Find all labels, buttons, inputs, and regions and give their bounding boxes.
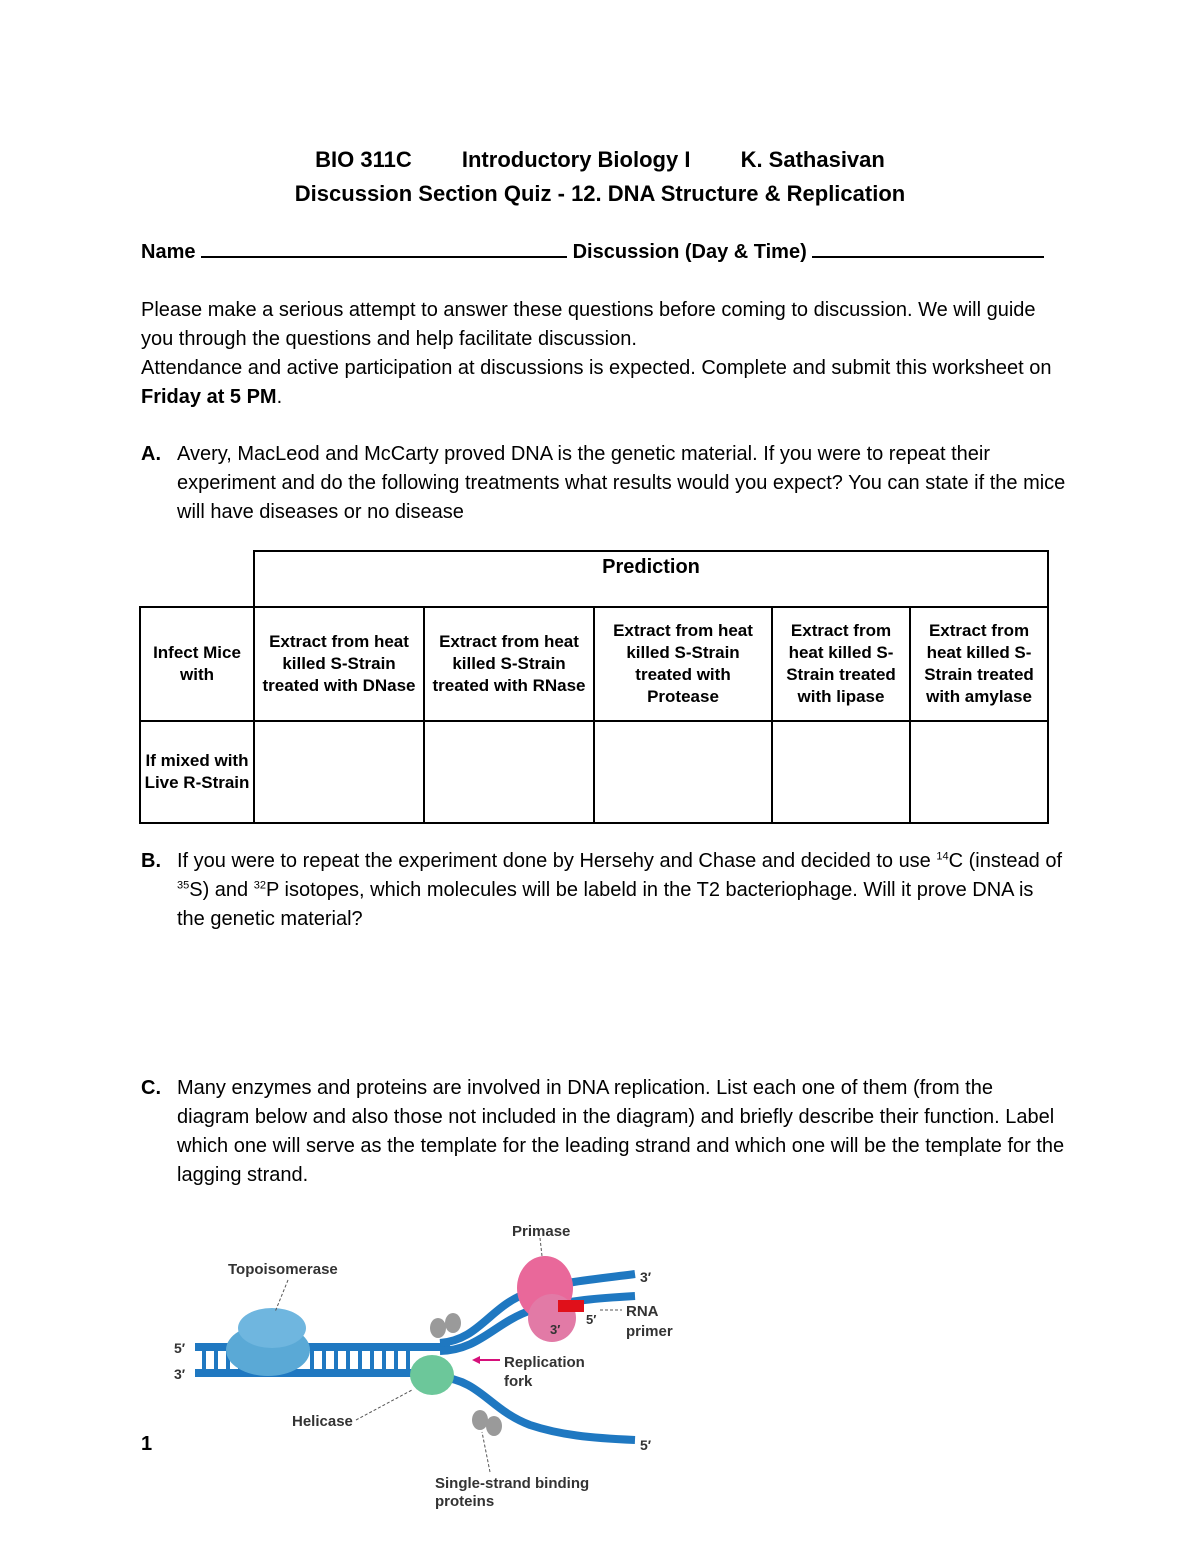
- instructions-line-2: Attendance and active participation at discussions is expected. Complete and submit this worksheet on Friday at 5 PM.: [141, 357, 1052, 408]
- fork-arrowhead: [472, 1356, 480, 1364]
- label-five-prime-left: 5′: [174, 1340, 186, 1356]
- label-replication-fork-1: Replication: [504, 1354, 585, 1371]
- course-header: [0, 145, 1200, 174]
- prediction-header: Prediction: [254, 551, 1048, 607]
- prediction-table: [139, 550, 1049, 824]
- course-code: BIO 311C: [315, 147, 412, 172]
- quiz-title: Discussion Section Quiz - 12. DNA Structure & Replication: [294, 181, 906, 206]
- question-a-text: Avery, MacLeod and McCarty proved DNA is the genetic material. If you were to repeat their experiment and do the following treatments what results would you expect? You can state if the mice will have diseases or no disease: [177, 443, 1066, 523]
- label-helicase: Helicase: [292, 1413, 353, 1430]
- instructions: [141, 296, 1061, 412]
- column-header: Extract from heat killed S-Strain treated with Protease: [594, 607, 772, 721]
- label-ssb-2: proteins: [435, 1493, 495, 1510]
- label-rna-primer-1: RNA: [626, 1303, 659, 1320]
- instructions-line-1: Please make a serious attempt to answer these questions before coming to discussion. We will guide you through the questions and help facilitate discussion.: [141, 299, 1036, 350]
- column-header: Extract from heat killed S-Strain treated with RNase: [424, 607, 594, 721]
- question-a: [141, 440, 1066, 527]
- topoisomerase-top: [238, 1308, 306, 1348]
- name-field[interactable]: [201, 238, 567, 258]
- question-c-text: Many enzymes and proteins are involved in DNA replication. List each one of them (from the diagram below and also those not included in the diagram) and briefly describe their function. Label which one will serve as the template for the leading strand and which one will be the template for the lagging strand.: [177, 1077, 1065, 1186]
- answer-cell[interactable]: [424, 721, 594, 823]
- question-c-label: C.: [141, 1077, 161, 1099]
- name-label: Name: [141, 241, 196, 263]
- question-c: [141, 1074, 1066, 1190]
- column-header: Extract from heat killed S-Strain treated with lipase: [772, 607, 910, 721]
- discussion-field[interactable]: [812, 238, 1044, 258]
- deadline: Friday at 5 PM: [141, 386, 277, 408]
- column-header: Extract from heat killed S-Strain treated with amylase: [910, 607, 1048, 721]
- answer-cell[interactable]: [772, 721, 910, 823]
- question-a-label: A.: [141, 443, 161, 465]
- helicase-shape: [410, 1355, 454, 1395]
- row-header: Infect Mice with: [140, 607, 254, 721]
- question-b-text: If you were to repeat the experiment done by Hersehy and Chase and decided to use $^{14}$C (instead of $^{35}$S) and $^{32}$P isotopes, which molecules will be labeld in the T2 bacteriophage. Will it prove DNA is the genetic material?: [177, 850, 1063, 930]
- answer-cell[interactable]: [594, 721, 772, 823]
- column-header: Extract from heat killed S-Strain treated with DNase: [254, 607, 424, 721]
- label-ssb-1: Single-strand binding: [435, 1475, 590, 1492]
- rna-primer-shape: [558, 1300, 584, 1312]
- label-rna-primer-2: primer: [626, 1323, 673, 1340]
- answer-cell[interactable]: [910, 721, 1048, 823]
- question-b-label: B.: [141, 850, 161, 872]
- label-three-prime-top: 3′: [640, 1269, 652, 1285]
- page-number: 1: [141, 1433, 153, 1455]
- label-topoisomerase: Topoisomerase: [228, 1261, 338, 1278]
- course-title: Introductory Biology I: [461, 147, 691, 172]
- discussion-label: Discussion (Day & Time): [572, 241, 807, 263]
- label-five-prime-bottom: 5′: [640, 1437, 652, 1453]
- name-row: [141, 238, 1051, 267]
- label-five-prime-primase: 5′: [586, 1312, 597, 1327]
- answer-cell[interactable]: [254, 721, 424, 823]
- instructor: K. Sathasivan: [740, 147, 885, 172]
- table-corner: [140, 551, 254, 607]
- label-three-prime-primase: 3′: [550, 1322, 561, 1337]
- lower-strand: [440, 1377, 635, 1440]
- label-three-prime-left: 3′: [174, 1366, 186, 1382]
- dna-replication-diagram: [160, 1210, 720, 1520]
- question-b: [141, 847, 1066, 934]
- label-primase: Primase: [512, 1223, 571, 1240]
- row-label: If mixed with Live R-Strain: [140, 721, 254, 823]
- label-replication-fork-2: fork: [504, 1373, 533, 1390]
